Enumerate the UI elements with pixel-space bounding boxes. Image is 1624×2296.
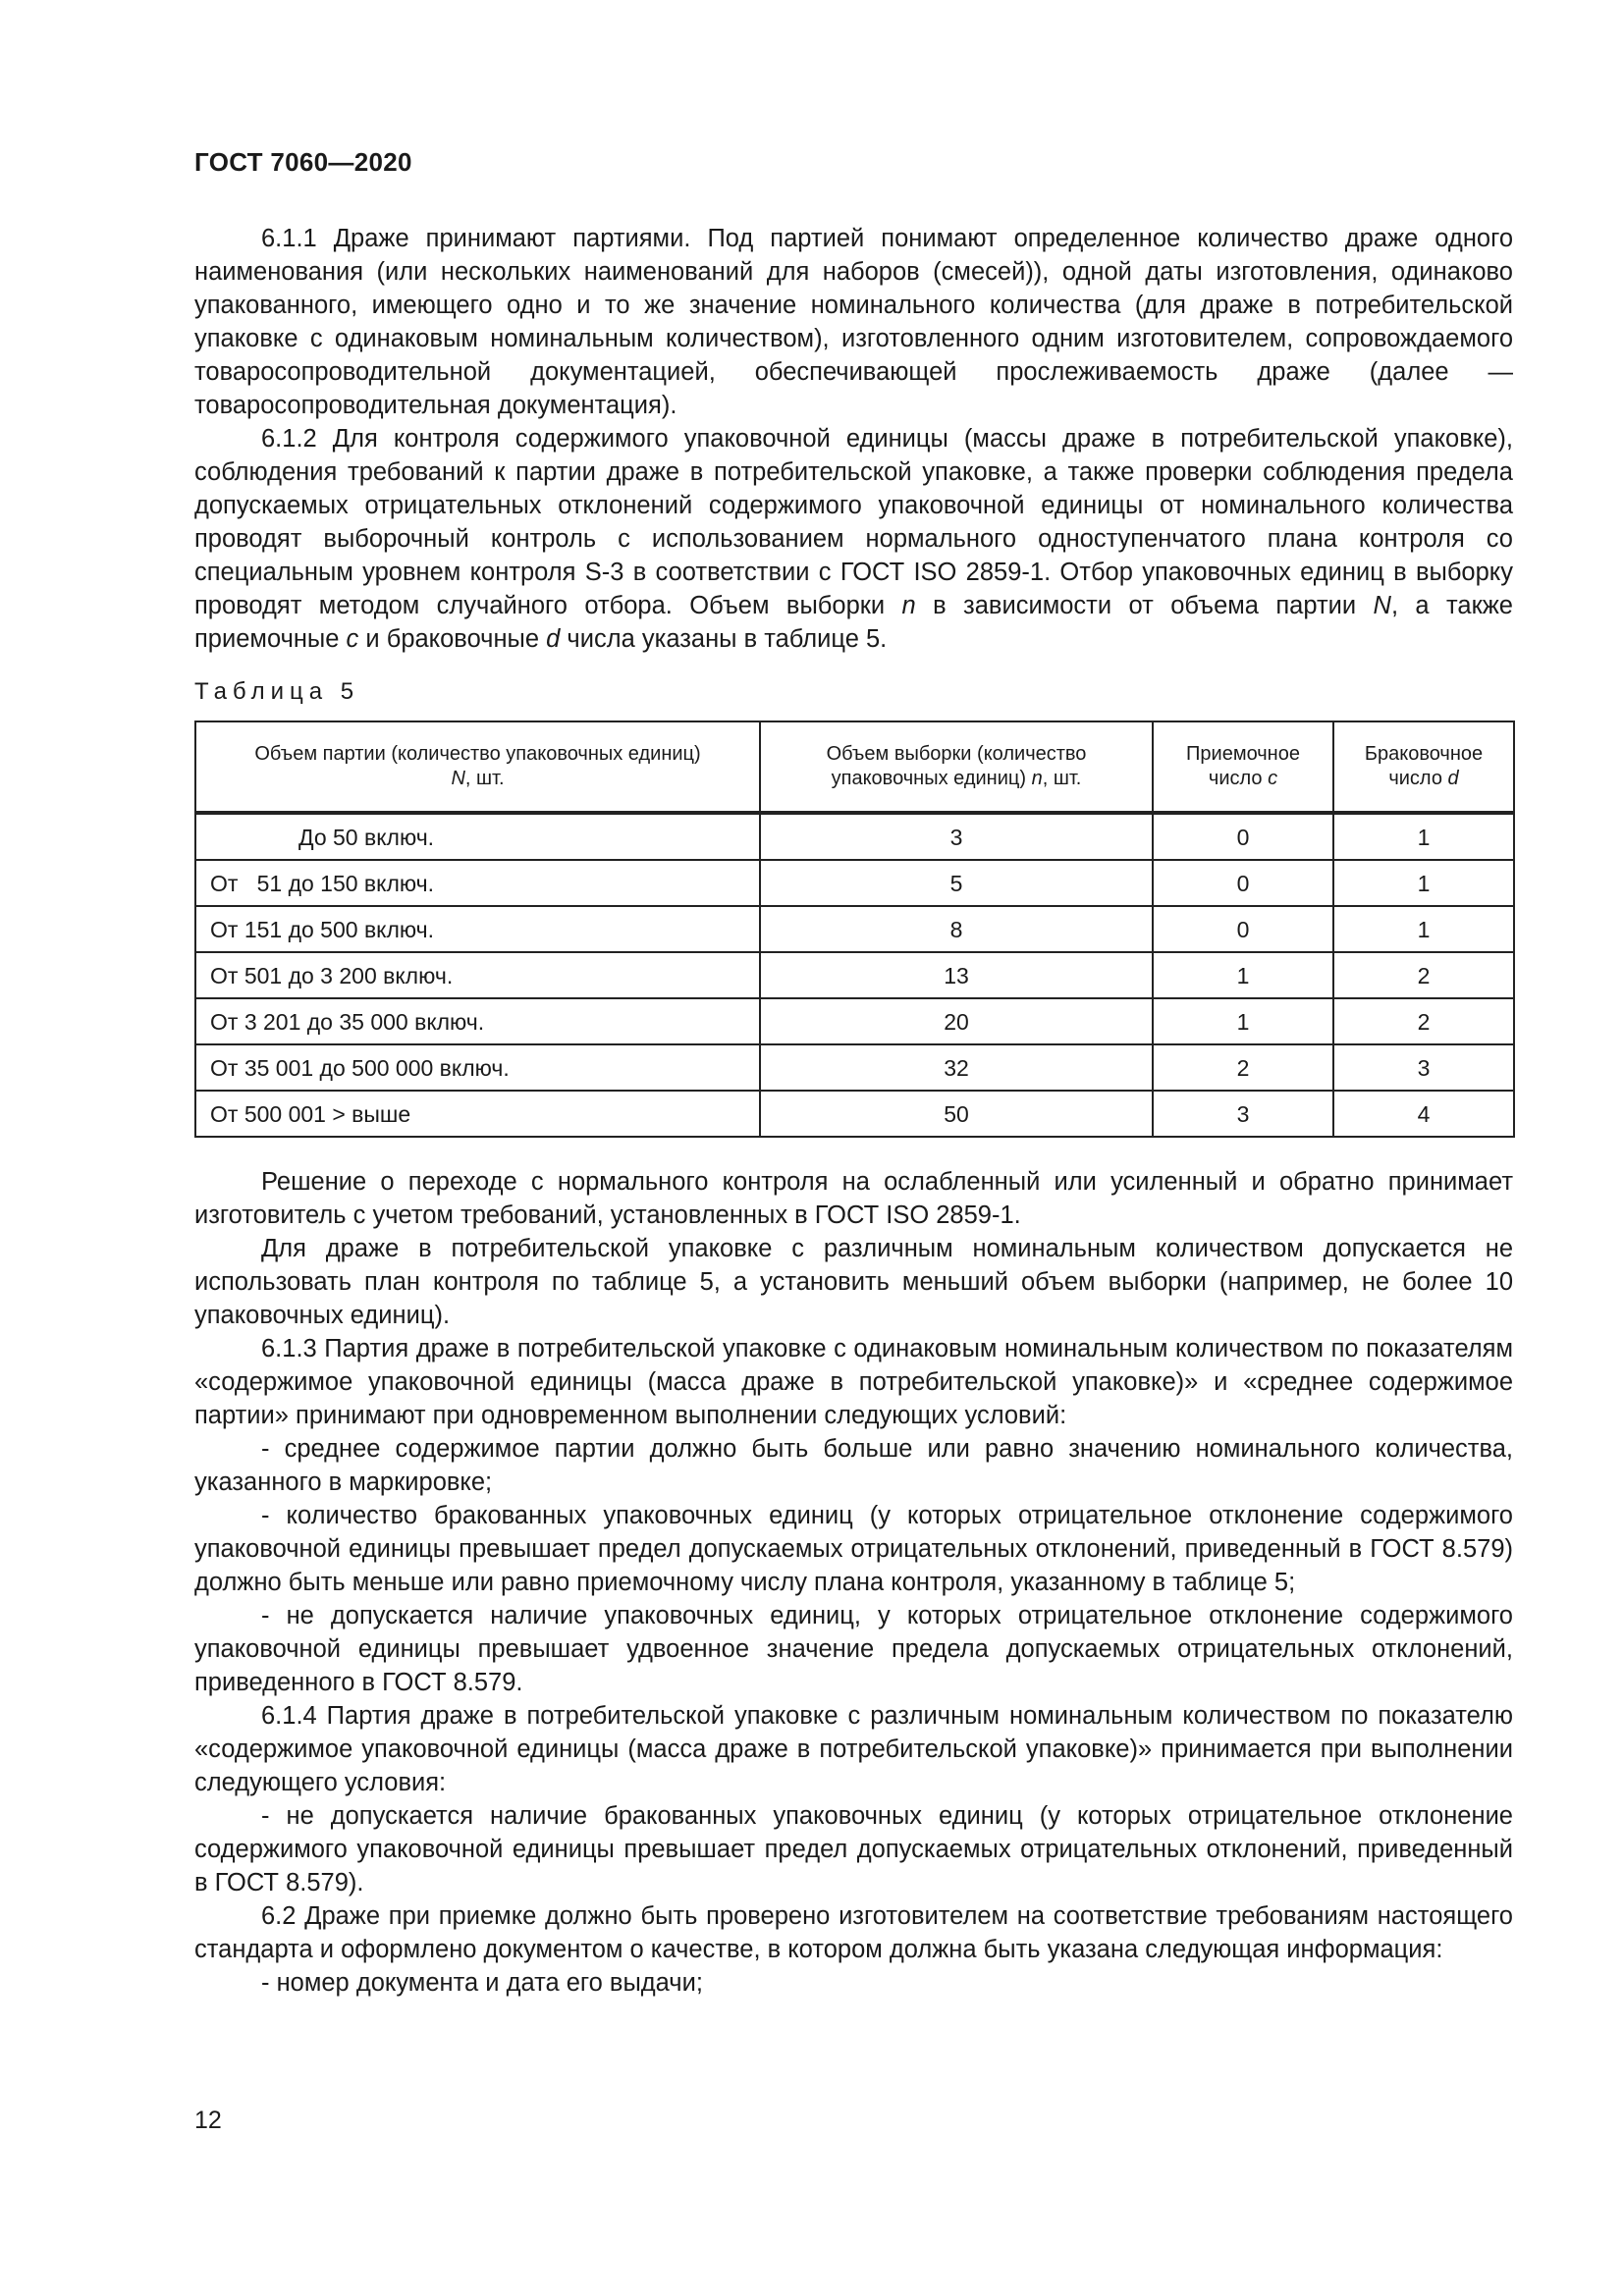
cell-lot-size: От 51 до 150 включ. [195,860,760,906]
paragraph-decision: Решение о переходе с нормального контроля на ослабленный или усиленный и обратно принимает изготовитель с учетом требований, установленных в ГОСТ ISO 2859-1. [194,1168,1513,1229]
cell-acceptance-number: 3 [1153,1091,1333,1137]
list-item: - номер документа и дата его выдачи; [261,1969,703,1997]
cell-rejection-number: 1 [1333,860,1514,906]
table-5 [194,721,1515,1138]
list-item: - не допускается наличие бракованных упаковочных единиц (у которых отрицательное отклонение содержимого упаковочной единицы превышает предел допускаемых отрицательных отклонений, приведенный в ГОСТ 8.579). [194,1802,1513,1896]
cell-sample-size: 50 [760,1091,1153,1137]
table-row [195,1091,1514,1137]
cell-rejection-number: 4 [1333,1091,1514,1137]
cell-lot-size: От 151 до 500 включ. [195,906,760,952]
cell-sample-size: 3 [760,813,1153,860]
list-item: - не допускается наличие упаковочных единиц, у которых отрицательное отклонение содержимого упаковочной единицы превышает удвоенное значение предела допускаемых отрицательных отклонений, приведенного в ГОСТ 8.579. [194,1602,1513,1696]
cell-lot-size: От 500 001 > выше [195,1091,760,1137]
cell-lot-size: До 50 включ. [195,813,760,860]
list-item: - количество бракованных упаковочных единиц (у которых отрицательное отклонение содержимого упаковочной единицы превышает предел допускаемых отрицательных отклонений, приведенный в ГОСТ 8.579) должно быть меньше или равно приемочному числу плана контроля, указанному в таблице 5; [194,1502,1513,1596]
cell-lot-size: От 501 до 3 200 включ. [195,952,760,998]
paragraph-6-1-2: 6.1.2 Для контроля содержимого упаковочной единицы (массы драже в потребительской упаковке), соблюдения требований к партии драже в потребительской упаковке, а также проверки соблюдения предела допускаемых отрицательных отклонений содержимого упаковочной единицы от номинального количества проводят выборочный контроль с использованием нормального одноступенчатого плана контроля со специальным уровнем контроля S-3 в соответствии с ГОСТ ISO 2859-1. Отбор упаковочных единиц в выборку проводят методом случайного отбора. Объем выборки n в зависимости от объема партии N, а также приемочные c и браковочные d числа указаны в таблице 5. [194,425,1513,653]
header-lot-size: Объем партии (количество упаковочных единиц) N, шт. [195,721,760,813]
paragraph-6-1-1: 6.1.1 Драже принимают партиями. Под партией понимают определенное количество драже одного наименования (или нескольких наименований для наборов (смесей)), одной даты изготовления, одинаково упакованного, имеющего одно и то же значение номинального количества (для драже в потребительской упаковке с одинаковым номинальным количеством), изготовленного одним изготовителем, сопровождаемого товаросопроводительной документацией, обеспечивающей прослеживаемость драже (далее — товаросопроводительная документация). [194,225,1513,419]
table-row [195,1044,1514,1091]
cell-rejection-number: 2 [1333,998,1514,1044]
cell-acceptance-number: 2 [1153,1044,1333,1091]
table-header-row [195,721,1514,813]
cell-sample-size: 32 [760,1044,1153,1091]
cell-rejection-number: 2 [1333,952,1514,998]
paragraph-6-1-4: 6.1.4 Партия драже в потребительской упаковке с различным номинальным количеством по показателю «содержимое упаковочной единицы (масса драже в потребительской упаковке)» принимается при выполнении следующего условия: [194,1702,1513,1796]
cell-sample-size: 13 [760,952,1153,998]
cell-sample-size: 8 [760,906,1153,952]
cell-rejection-number: 3 [1333,1044,1514,1091]
post-table-text [194,1165,1513,2000]
table-row [195,813,1514,860]
paragraph-6-1-3: 6.1.3 Партия драже в потребительской упаковке с одинаковым номинальным количеством по показателям «содержимое упаковочной единицы (масса драже в потребительской упаковке)» и «среднее содержимое партии» принимают при одновременном выполнении следующих условий: [194,1335,1513,1429]
cell-acceptance-number: 0 [1153,906,1333,952]
cell-acceptance-number: 0 [1153,860,1333,906]
page-number: 12 [194,2107,222,2134]
cell-acceptance-number: 0 [1153,813,1333,860]
cell-lot-size: От 35 001 до 500 000 включ. [195,1044,760,1091]
cell-acceptance-number: 1 [1153,952,1333,998]
header-rejection-number: Браковочное число d [1333,721,1514,813]
cell-acceptance-number: 1 [1153,998,1333,1044]
cell-sample-size: 5 [760,860,1153,906]
cell-rejection-number: 1 [1333,813,1514,860]
table-row [195,860,1514,906]
cell-sample-size: 20 [760,998,1153,1044]
table-row [195,906,1514,952]
cell-lot-size: От 3 201 до 35 000 включ. [195,998,760,1044]
header-acceptance-number: Приемочное число c [1153,721,1333,813]
cell-rejection-number: 1 [1333,906,1514,952]
list-item: - среднее содержимое партии должно быть больше или равно значению номинального количества, указанного в маркировке; [194,1435,1513,1496]
paragraph-plan: Для драже в потребительской упаковке с различным номинальным количеством допускается не использовать план контроля по таблице 5, а установить меньший объем выборки (например, не более 10 упаковочных единиц). [194,1235,1513,1329]
table-row [195,952,1514,998]
table-caption: Таблица 5 [194,678,360,705]
document-header: ГОСТ 7060—2020 [194,147,412,177]
table-row [195,998,1514,1044]
document-body [194,222,1513,2000]
paragraph-6-2: 6.2 Драже при приемке должно быть проверено изготовителем на соответствие требованиям настоящего стандарта и оформлено документом о качестве, в котором должна быть указана следующая информация: [194,1902,1513,1963]
header-sample-size: Объем выборки (количество упаковочных единиц) n, шт. [760,721,1153,813]
